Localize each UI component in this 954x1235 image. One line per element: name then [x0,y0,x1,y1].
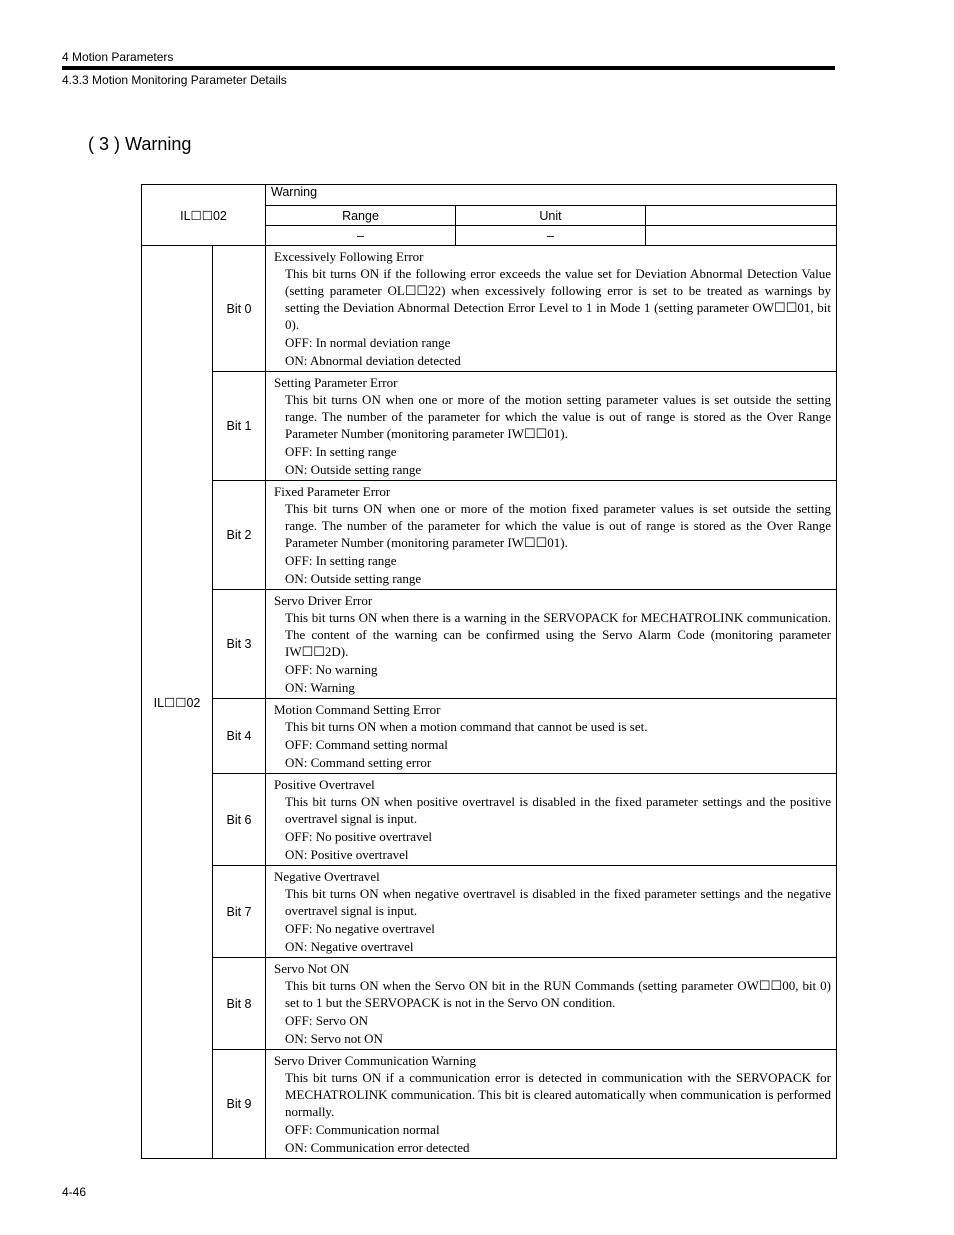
bit-on-state: ON: Command setting error [285,755,432,770]
bit-row [142,590,837,699]
bit-label: Bit 6 [213,774,266,866]
bit-on-state: ON: Communication error detected [285,1140,470,1155]
bit-off-state: OFF: Communication normal [285,1122,440,1137]
bit-title: Servo Driver Communication Warning [274,1053,476,1068]
bit-detail: This bit turns ON when the Servo ON bit in the RUN Commands (setting parameter OW☐☐00, bit 0) set to 1 but the SERVOPACK is not in the Servo ON condition. [285,978,832,1010]
bit-detail: This bit turns ON if the following error exceeds the value set for Deviation Abnormal Detection Value (setting parameter OL☐☐22) when excessively following error is set to be treated as warnings by setting the Deviation Abnormal Detection Error Level to 1 in Mode 1 (setting parameter OW☐☐01, bit 0). [285,266,832,332]
register-name: IL☐☐02 [142,185,266,246]
bits-register-name: IL☐☐02 [142,246,213,1159]
bit-description [266,958,837,1050]
bit-detail: This bit turns ON when positive overtravel is disabled in the fixed parameter settings and the positive overtravel signal is input. [285,794,832,826]
bit-label: Bit 7 [213,866,266,958]
bit-detail: This bit turns ON when a motion command that cannot be used is set. [285,719,648,734]
bit-on-state: ON: Positive overtravel [285,847,409,862]
bit-title: Setting Parameter Error [274,375,398,390]
bit-label: Bit 0 [213,246,266,372]
range-value: – [266,226,456,246]
bit-on-state: ON: Abnormal deviation detected [285,353,461,368]
bit-title: Motion Command Setting Error [274,702,441,717]
bit-title: Servo Not ON [274,961,350,976]
section-title: ( 3 ) Warning [88,134,192,154]
bit-label: Bit 9 [213,1050,266,1159]
bit-detail: This bit turns ON when negative overtravel is disabled in the fixed parameter settings and the negative overtravel signal is input. [285,886,832,918]
bit-row [142,699,837,774]
bit-row [142,1050,837,1159]
bit-detail: This bit turns ON if a communication error is detected in communication with the SERVOPACK for MECHATROLINK communication. This bit is cleared automatically when communication is performed normally. [285,1070,832,1119]
header-rule [62,66,835,70]
bit-on-state: ON: Servo not ON [285,1031,383,1046]
bit-description [266,699,837,774]
range-header: Range [266,206,456,226]
bit-off-state: OFF: In setting range [285,553,397,568]
bit-row [142,246,837,372]
bit-off-state: OFF: In setting range [285,444,397,459]
unit-header: Unit [456,206,646,226]
bit-description [266,866,837,958]
bit-on-state: ON: Warning [285,680,355,695]
bit-label: Bit 2 [213,481,266,590]
chapter-header: 4 Motion Parameters [62,50,174,64]
bit-description [266,481,837,590]
bit-row [142,372,837,481]
bit-title: Positive Overtravel [274,777,375,792]
bit-description [266,774,837,866]
bit-description [266,1050,837,1159]
bit-on-state: ON: Outside setting range [285,571,422,586]
bit-off-state: OFF: Command setting normal [285,737,448,752]
blank-header-cell [646,206,837,226]
bit-title: Fixed Parameter Error [274,484,391,499]
bit-off-state: OFF: In normal deviation range [285,335,451,350]
bit-label: Bit 4 [213,699,266,774]
bit-title: Servo Driver Error [274,593,373,608]
bit-row [142,774,837,866]
page-number: 4-46 [62,1185,87,1199]
bit-title: Negative Overtravel [274,869,380,884]
bit-description [266,246,837,372]
bit-row [142,481,837,590]
bit-description [266,372,837,481]
warning-parameter-table [141,184,837,1159]
bit-description [266,590,837,699]
bit-on-state: ON: Negative overtravel [285,939,414,954]
bit-row [142,958,837,1050]
bit-title: Excessively Following Error [274,249,424,264]
bit-label: Bit 1 [213,372,266,481]
section-header: 4.3.3 Motion Monitoring Parameter Details [62,73,287,87]
bit-label: Bit 3 [213,590,266,699]
unit-value: – [456,226,646,246]
bit-detail: This bit turns ON when one or more of the motion fixed parameter values is set outside the setting range. The number of the parameter for which the value is out of range is stored as the Over Range Parameter Number (monitoring parameter IW☐☐01). [285,501,832,550]
bit-row [142,866,837,958]
bit-on-state: ON: Outside setting range [285,462,422,477]
bit-detail: This bit turns ON when one or more of the motion setting parameter values is set outside the setting range. The number of the parameter for which the value is out of range is stored as the Over Range Parameter Number (monitoring parameter IW☐☐01). [285,392,832,441]
bit-off-state: OFF: No positive overtravel [285,829,432,844]
blank-value-cell [646,226,837,246]
bit-detail: This bit turns ON when there is a warning in the SERVOPACK for MECHATROLINK communication. The content of the warning can be confirmed using the Servo Alarm Code (monitoring parameter IW☐☐2D). [285,610,832,659]
bit-off-state: OFF: No warning [285,662,378,677]
bit-label: Bit 8 [213,958,266,1050]
bit-off-state: OFF: No negative overtravel [285,921,435,936]
bit-off-state: OFF: Servo ON [285,1013,369,1028]
register-title: Warning [266,185,837,206]
